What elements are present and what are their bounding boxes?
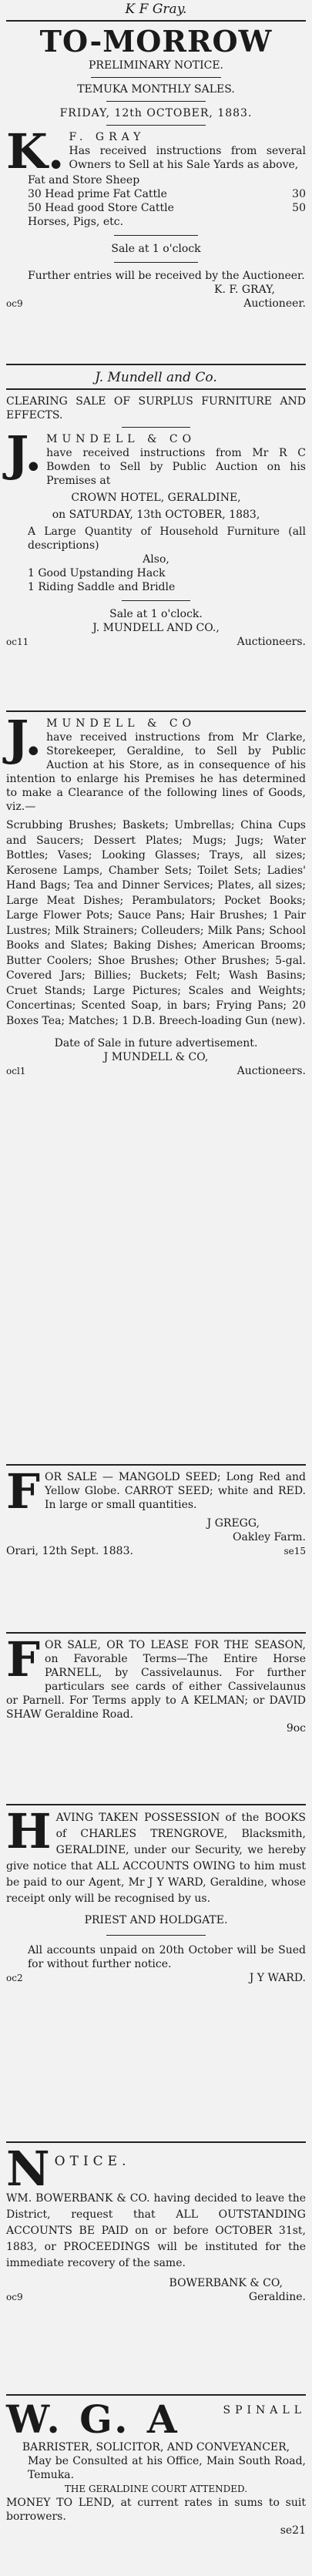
ad-ref: se21 xyxy=(280,2524,306,2537)
divider xyxy=(122,600,190,601)
divider xyxy=(106,1935,206,1936)
sale-date: on SATURDAY, 13th OCTOBER, 1883, xyxy=(52,509,260,521)
item-row xyxy=(6,187,306,201)
consult-text: May be Consulted at his Office, Main South Road, Temuka. xyxy=(28,2455,306,2481)
extra-items: Horses, Pigs, etc. xyxy=(28,216,124,228)
sale-place: CROWN HOTEL, GERALDINE, xyxy=(71,492,241,504)
sign-row xyxy=(6,297,306,311)
ad-ref: oc2 xyxy=(6,1973,23,1983)
item-qty: 30 xyxy=(28,188,42,200)
event-name: TEMUKA MONTHLY SALES. xyxy=(77,83,235,96)
ad-text: OR SALE, OR TO LEASE FOR THE SEASON, on Favorable Terms—The Entire Horse PARNELL, by Cassivelaunus. For further particulars see cards of either Cassivelaunus or Parnell. For Terms apply to A KELMAN; or DAVID SHAW Geraldine Road. xyxy=(6,1639,306,1721)
drop-cap: K. xyxy=(6,123,65,180)
role: Auctioneer. xyxy=(243,297,306,310)
sign-row xyxy=(6,1064,306,1078)
ad-horse-parnell xyxy=(6,1631,306,1804)
sign-row xyxy=(6,635,306,649)
drop-cap: H xyxy=(6,1803,52,1859)
money-text: MONEY TO LEND, at current rates in sums to suit borrowers. xyxy=(6,2497,306,2523)
date-note: Date of Sale in future advertisement. xyxy=(54,1037,258,1050)
drop-cap: F xyxy=(6,1463,41,1520)
ad-ref: oc9 xyxy=(6,298,23,309)
ad-title: TO-MORROW xyxy=(39,24,273,59)
divider xyxy=(91,77,221,78)
signature: J MUNDELL & CO, xyxy=(103,1051,209,1063)
ad-mundell-clarke-store xyxy=(6,710,306,1464)
drop-cap: F xyxy=(6,1631,41,1688)
ad-text: AVING TAKEN POSSESSION of the BOOKS of CHARLES TRENGROVE, Blacksmith, GERALDINE, under our Security, we hereby give notice that ALL ACCOUNTS OWING to him must be paid to our Agent, Mr J Y WARD, Geraldine, whose receipt only will be recognised by us. xyxy=(6,1812,306,1905)
surname: SPINALL xyxy=(223,2404,306,2416)
divider xyxy=(6,1632,306,1634)
ad-bowerbank-notice xyxy=(6,2141,306,2394)
sign-row xyxy=(6,1544,306,1558)
sign-row xyxy=(6,2290,306,2304)
drop-cap: N xyxy=(6,2141,50,2197)
divider xyxy=(6,2141,306,2143)
sign-row xyxy=(6,1971,306,1985)
item-count: 30 xyxy=(292,188,306,200)
signature: K. F. GRAY, xyxy=(214,284,275,296)
farm-name: Oakley Farm. xyxy=(233,1531,306,1543)
ad-ref: ocl1 xyxy=(6,1066,26,1076)
signature: PRIEST AND HOLDGATE. xyxy=(84,1914,228,1926)
further-entries: Further entries will be received by the Auctioneer. xyxy=(28,270,305,282)
item-desc: Head good Store Cattle xyxy=(45,202,174,214)
goods-list: Scrubbing Brushes; Baskets; Umbrellas; China Cups and Saucers; Dessert Plates; Mugs; Jugs; Water Bottles; Vases; Looking Glasses; Trays, all sizes; Kerosene Lamps, Chamber Sets; Toilet Sets; Ladies' Hand Bags; Tea and Dinner Services; Plates, all sizes; Large Meat Dishes; Perambulators; Pocket Books; Large Flower Pots; Sauce Pans; Hair Brushes; 1 Pair Lustres; Milk Strainers; Colleuders; Milk Pans; School Books and Slates; Baking Dishes; American Brooms; Butter Coolers; Shoe Brushes; Other Brushes; 5-gal. Covered Jars; Billies; Buckets; Felt; Wash Basins; Cruet Stands; Large Pictures; Scales and Weights; Concertinas; Scented Soap, in bars; Frying Pans; 20 Boxes Tea; Matches; 1 D.B. Breech-loading Gun (new). xyxy=(6,819,306,1027)
newspaper-column xyxy=(6,0,306,2576)
ad-aspinall-solicitor xyxy=(6,2396,306,2576)
place-date: Orari, 12th Sept. 1883. xyxy=(6,1545,133,1557)
initials: W. G. A xyxy=(6,2396,180,2442)
ad-kf-gray xyxy=(6,0,306,364)
court-note: THE GERALDINE COURT ATTENDED. xyxy=(64,2484,248,2494)
item-desc: Head prime Fat Cattle xyxy=(45,188,167,200)
items-heading: Fat and Store Sheep xyxy=(28,174,140,186)
ad-text: WM. BOWERBANK & CO. having decided to leave the District, request that ALL OUTSTANDING ACCOUNTS BE PAID on or before OCTOBER 31st, 1883, or PROCEEDINGS will be instituted for the immediate recovery of the same. xyxy=(6,2192,306,2269)
item-row xyxy=(6,201,306,215)
item-qty: 50 xyxy=(28,202,42,214)
sale-time: Sale at 1 o'clock. xyxy=(109,608,203,620)
ad-trengrove-accounts xyxy=(6,1803,306,2141)
ad-subtitle: PRELIMINARY NOTICE. xyxy=(88,59,223,72)
divider xyxy=(6,20,306,22)
ad-mangold-seed xyxy=(6,1463,306,1632)
titles: BARRISTER, SOLICITOR, AND CONVEYANCER, xyxy=(22,2441,290,2453)
lot-2: 1 Good Upstanding Hack xyxy=(28,567,166,579)
divider xyxy=(106,101,206,102)
divider xyxy=(114,262,198,263)
divider xyxy=(106,125,206,126)
item-count: 50 xyxy=(292,202,306,214)
divider xyxy=(6,710,306,712)
auctioneer-name: MUNDELL & CO xyxy=(46,433,196,445)
lot-1: A Large Quantity of Household Furniture (all descriptions) xyxy=(28,526,306,552)
auctioneer-name: MUNDELL & CO xyxy=(46,717,196,730)
divider xyxy=(6,388,306,390)
also-label: Also, xyxy=(143,553,169,566)
ad-ref: 9oc xyxy=(286,1722,306,1735)
agent: J Y WARD. xyxy=(249,1972,306,1984)
ad-ref: se15 xyxy=(283,1546,306,1557)
ad-title: CLEARING SALE OF SURPLUS FURNITURE AND EFFECTS. xyxy=(6,395,306,421)
name-row xyxy=(6,2396,306,2442)
auctioneer-name: F. GRAY xyxy=(69,131,146,143)
ad-ref: oc11 xyxy=(6,636,29,647)
role: Auctioneers. xyxy=(237,636,306,648)
divider xyxy=(6,2394,306,2396)
town: Geraldine. xyxy=(248,2291,306,2303)
divider xyxy=(6,1464,306,1466)
lot-3: 1 Riding Saddle and Bridle xyxy=(28,581,176,593)
notice-heading: OTICE. xyxy=(54,2154,131,2169)
ad-text: OR SALE — MANGOLD SEED; Long Red and Yellow Globe. CARROT SEED; white and RED. In large or small quantities. xyxy=(45,1471,306,1511)
sale-time: Sale at 1 o'clock xyxy=(111,243,201,255)
intro-text: have received instructions from Mr Clarke, Storekeeper, Geraldine, to Sell by Public Auction at his Store, as in consequence of his intention to enlarge his Premises he has determined to make a Clearance of the following lines of Goods, viz.— xyxy=(6,731,306,813)
divider xyxy=(122,427,190,428)
drop-cap: J. xyxy=(6,425,42,482)
intro-text: have received instructions from Mr R C Bowden to Sell by Public Auction on his Premises at xyxy=(46,447,306,487)
ad-header: J. Mundell and Co. xyxy=(95,370,217,385)
ad-header: K F Gray. xyxy=(125,2,187,17)
sale-date: FRIDAY, 12th OCTOBER, 1883. xyxy=(59,107,253,119)
role: Auctioneers. xyxy=(237,1065,306,1077)
notice-text: All accounts unpaid on 20th October will be Sued for without further notice. xyxy=(28,1944,306,1970)
signature: J GREGG, xyxy=(206,1517,260,1530)
ad-mundell-clearing-sale xyxy=(6,365,306,710)
drop-cap: J. xyxy=(6,710,42,766)
signature: J. MUNDELL AND CO., xyxy=(92,622,220,634)
intro-text: Has received instructions from several Owners to Sell at his Sale Yards as above, xyxy=(69,145,306,171)
signature: BOWERBANK & CO, xyxy=(169,2277,283,2289)
divider xyxy=(114,235,198,236)
ad-ref: oc9 xyxy=(6,2292,23,2302)
